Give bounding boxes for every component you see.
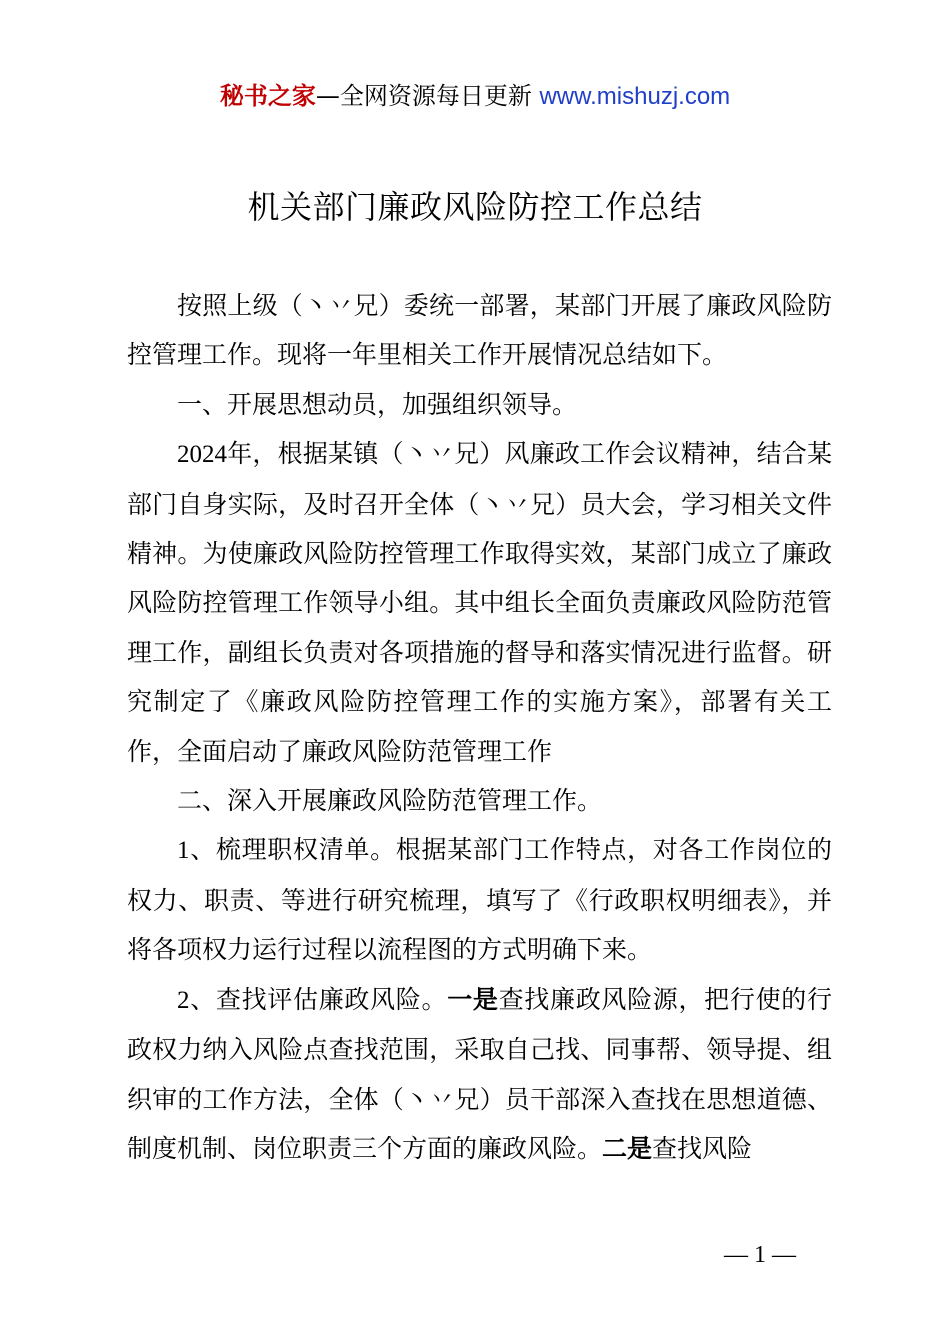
site-header [0,80,950,113]
page-number: — 1 — [724,1242,796,1268]
section-heading-2: 二、深入开展廉政风险防范管理工作。 [177,786,603,816]
list-item-2-point-2-label: 二是 [602,1133,653,1163]
document-body [127,281,832,1173]
year-number: 2024 [177,441,227,469]
list-item-2 [127,975,832,1174]
list-item-2-number: 2 [177,986,190,1014]
list-item-2-heading: 、查找评估廉政风险。 [189,984,448,1014]
section-heading-1: 一、开展思想动员，加强组织领导。 [177,389,578,419]
document-title: 机关部门廉政风险防控工作总结 [247,188,703,226]
list-item-1-text: 、梳理职权清单。根据某部门工作特点，对各工作岗位的权力、职责、等进行研究梳理，填写了《行政职权明细表》，并将各项权力运行过程以流程图的方式明确下来。 [127,835,832,965]
list-item-2-point-1-label: 一是 [447,984,499,1014]
list-item-2-point-2-text: 查找风险 [652,1133,753,1163]
list-item-1 [127,825,832,974]
paragraph-section-1-text: 年，根据某镇（丶丷兄）风廉政工作会议精神，结合某部门自身实际，及时召开全体（丶丷兄）员大会，学习相关文件精神。为使廉政风险防控管理工作取得实效，某部门成立了廉政风险防控管理工作领导小组。其中组长全面负责廉政风险防范管理工作，副组长负责对各项措施的督导和落实情况进行监督。研究制定了《廉政风险防控管理工作的实施方案》，部署有关工作，全面启动了廉政风险防范管理工作 [127,439,832,766]
paragraph-intro: 按照上级（丶丷兄）委统一部署，某部门开展了廉政风险防控管理工作。现将一年里相关工作开展情况总结如下。 [127,291,832,370]
list-item-2-point-1-text: 查找廉政风险源，把行使的行政权力纳入风险点查找范围，采取自己找、同事帮、领导提、组织审的工作方法，全体（丶丷兄）员干部深入查找在思想道德、制度机制、岗位职责三个方面的廉政风险。 [127,984,832,1163]
site-name: 秘书之家 [219,82,316,110]
site-slogan: —全网资源每日更新 [315,82,540,110]
paragraph-section-1 [127,429,832,776]
list-item-1-number: 1 [177,837,190,865]
site-url[interactable]: www.mishuzj.com [539,83,731,110]
